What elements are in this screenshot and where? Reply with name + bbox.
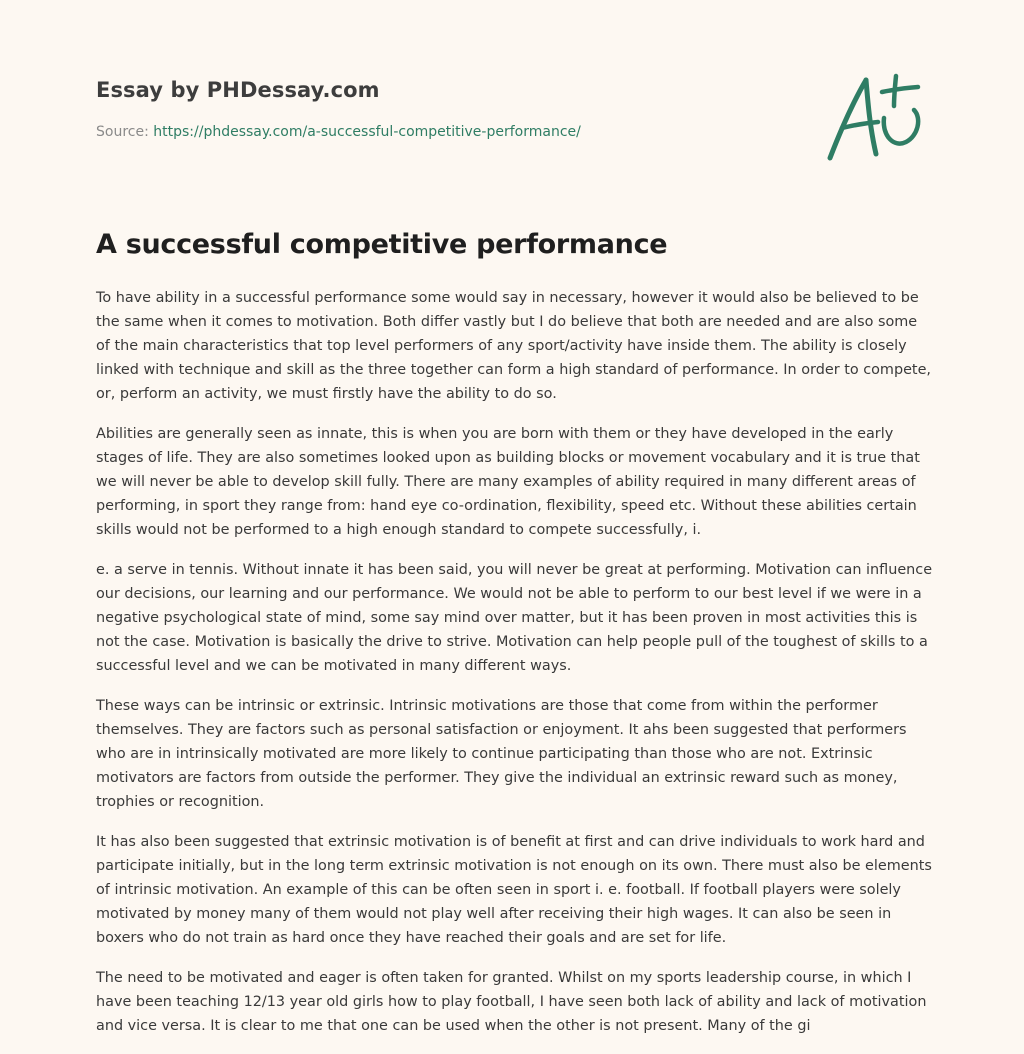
paragraph: The need to be motivated and eager is often taken for granted. Whilst on my sports leadership course, in which I have been teaching 12/13 year old girls how to play football, I have seen both lack of ability and lack of motivation and vice versa. It is clear to me that one can be used when the other is not present. Many of the gi bbox=[96, 970, 927, 1034]
source-line bbox=[96, 122, 796, 142]
brand-title: Essay by PHDessay.com bbox=[96, 78, 380, 102]
paragraph: e. a serve in tennis. Without innate it has been said, you will never be great at performing. Motivation can influence our decisions, our learning and our performance. We would not be able to perform to our best level if we were in a negative psychological state of mind, some say mind over matter, but it has been proven in most activities this is not the case. Motivation is basically the drive to strive. Motivation can help people pull of the toughest of skills to a successful level and we can be motivated in many different ways. bbox=[96, 562, 933, 674]
paragraph: To have ability in a successful performance some would say in necessary, however it would also be believed to be the same when it comes to motivation. Both differ vastly but I do believe that both are needed and are also some of the main characteristics that top level performers of any sport/activity have inside them. The ability is closely linked with technique and skill as the three together can form a high standard of performance. In order to compete, or, perform an activity, we must firstly have the ability to do so. bbox=[96, 290, 932, 402]
essay-title: A successful competitive performance bbox=[96, 229, 668, 260]
paragraph: These ways can be intrinsic or extrinsic. Intrinsic motivations are those that come from within the performer themselves. They are factors such as personal satisfaction or enjoyment. It ahs been suggested that performers who are in intrinsically motivated are more likely to continue participating than those who are not. Extrinsic motivators are factors from outside the performer. They give the individual an extrinsic reward such as money, trophies or recognition. bbox=[96, 698, 907, 810]
source-link[interactable]: https://phdessay.com/a-successful-competitive-performance/ bbox=[153, 124, 581, 140]
paragraph: It has also been suggested that extrinsic motivation is of benefit at first and can drive individuals to work hard and participate initially, but in the long term extrinsic motivation is not enough on its own. There must also be elements of intrinsic motivation. An example of this can be often seen in sport i. e. football. If football players were solely motivated by money many of them would not play well after receiving their high wages. It can also be seen in boxers who do not train as hard once they have reached their goals and are set for life. bbox=[96, 834, 932, 946]
essay-header bbox=[96, 76, 796, 142]
essay-body bbox=[96, 286, 934, 1054]
a-plus-grade-icon bbox=[822, 70, 928, 166]
source-label: Source: bbox=[96, 124, 154, 140]
paragraph: Abilities are generally seen as innate, this is when you are born with them or they have developed in the early stages of life. They are also sometimes looked upon as building blocks or movement vocabulary and it is true that we will never be able to develop skill fully. There are many examples of ability required in many different areas of performing, in sport they range from: hand eye co-ordination, flexibility, speed etc. Without these abilities certain skills would not be performed to a high enough standard to compete successfully, i. bbox=[96, 426, 920, 538]
